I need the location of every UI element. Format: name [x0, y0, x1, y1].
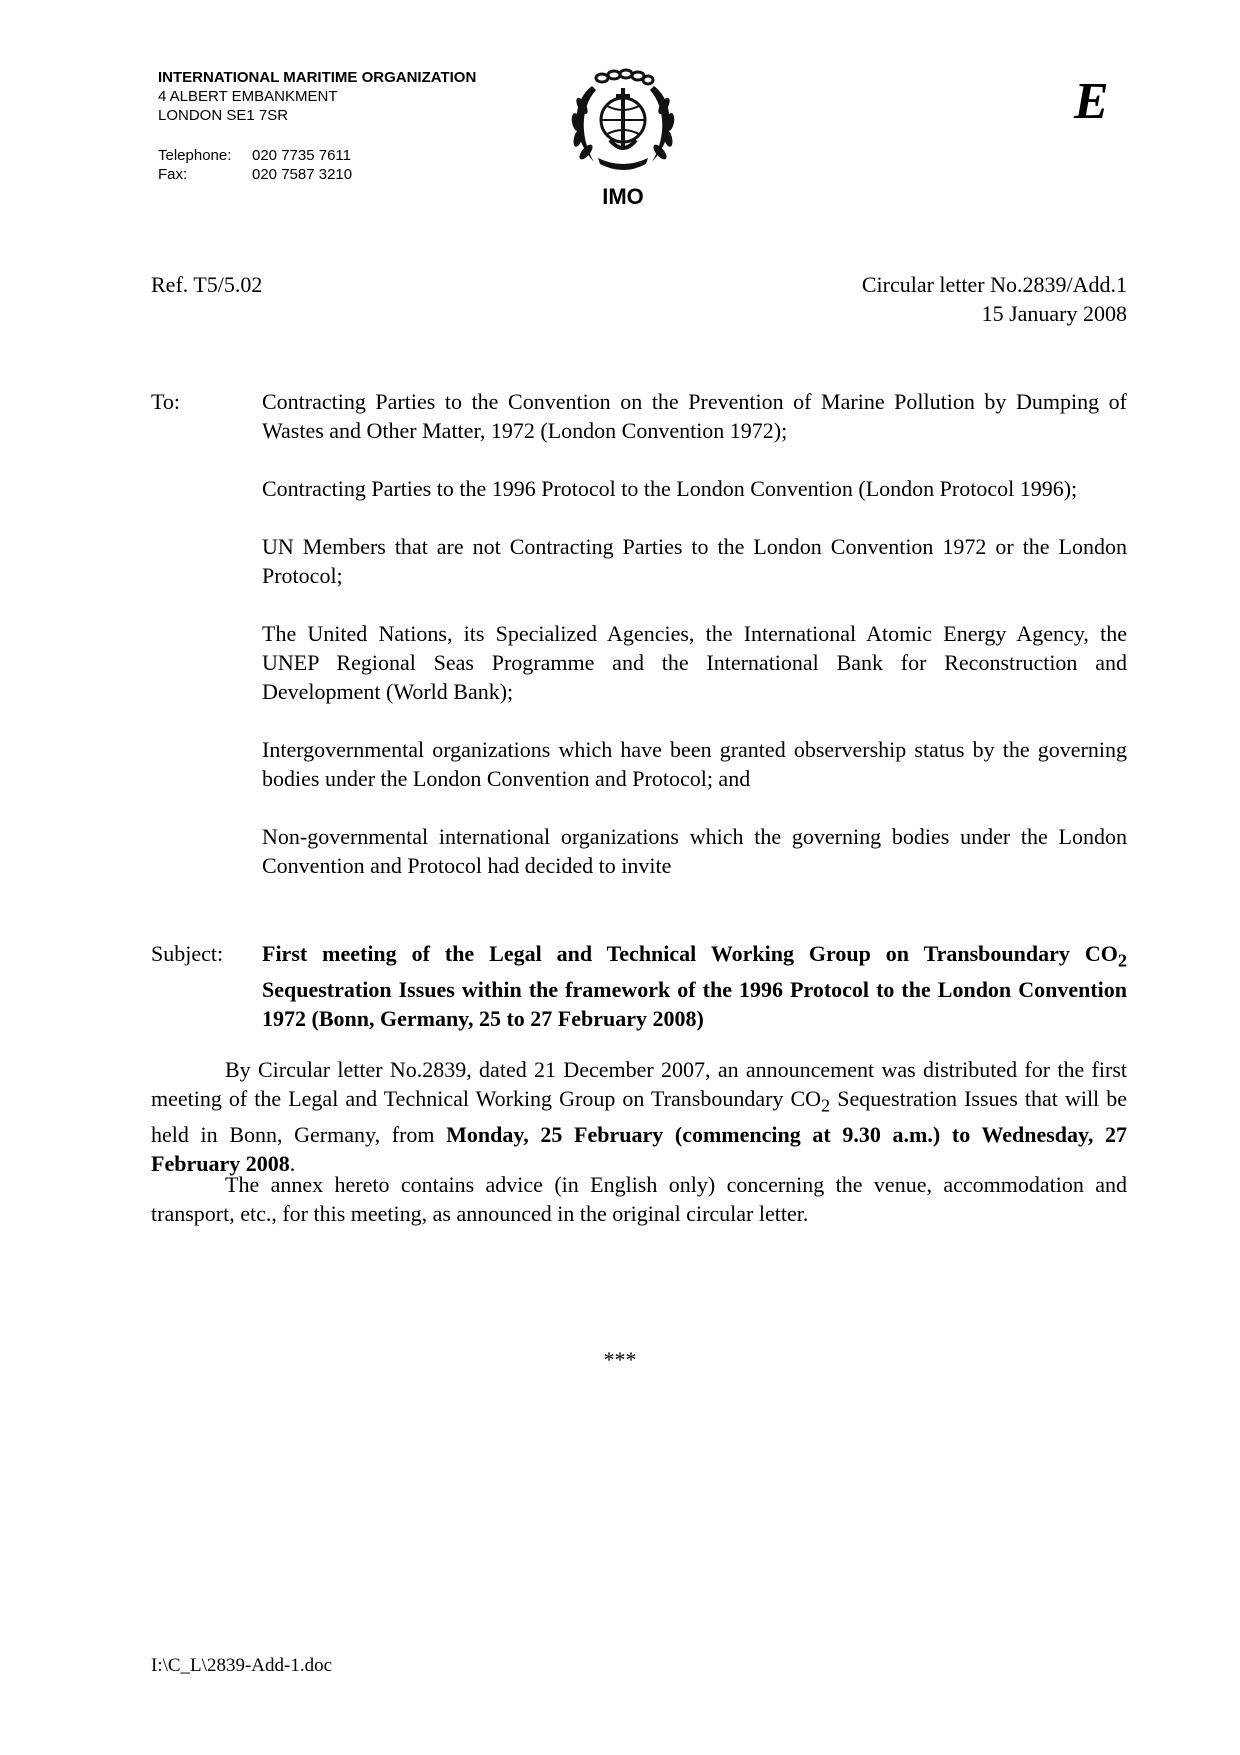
circular-number: Circular letter No.2839/Add.1 — [861, 272, 1127, 297]
subject-text-part: Sequestration Issues within the framework of the 1996 Protocol to the London Convention 1972 (Bonn, Germany, 25 to 27 February 2008) — [262, 977, 1127, 1032]
imo-emblem-icon — [562, 66, 684, 178]
addressees-list — [262, 387, 1127, 909]
addressee-item: Non-governmental international organizations which the governing bodies under the London Convention and Protocol had decided to invite — [262, 824, 1127, 878]
addressee-item: UN Members that are not Contracting Parties to the London Convention 1972 or the London Protocol; — [262, 534, 1127, 588]
address-line-2: LONDON SE1 7SR — [158, 107, 289, 124]
file-path-footer: I:\C_L\2839-Add-1.doc — [151, 1655, 333, 1676]
subscript: 2 — [821, 1095, 831, 1116]
addressees-label: To: — [151, 389, 181, 414]
body-paragraph-1 — [151, 1055, 1127, 1178]
fax-label: Fax: — [158, 166, 188, 183]
paragraph-text: By Circular letter No.2839, dated 21 December 2007, an announcement was distributed for the first meeting of the Legal and Technical Working Group on Transboundary CO — [151, 1057, 1127, 1111]
subscript: 2 — [1117, 950, 1127, 971]
contact-details — [158, 146, 352, 184]
organization-address — [158, 68, 476, 125]
meeting-dates: Monday, 25 February (commencing at 9.30 a.m.) to Wednesday, 27 February 2008 — [151, 1122, 1127, 1177]
addressee-item: Contracting Parties to the 1996 Protocol to the London Convention (London Protocol 1996); — [262, 476, 1078, 501]
circular-date: 15 January 2008 — [981, 301, 1127, 326]
subject-label: Subject: — [151, 941, 224, 966]
paragraph-text: Sequestration Issues that will be held in Bonn, Germany, from — [151, 1086, 1127, 1148]
language-mark: E — [1074, 73, 1109, 130]
telephone-label: Telephone: — [158, 147, 232, 164]
subject-text-part: First meeting of the Legal and Technical Working Group on Transboundary CO — [262, 941, 1118, 966]
body-paragraph-2: The annex hereto contains advice (in English only) concerning the venue, accommodation and transport, etc., for this meeting, as announced in the original circular letter. — [151, 1172, 1127, 1226]
addressee-item: The United Nations, its Specialized Agencies, the International Atomic Energy Agency, the UNEP Regional Seas Programme and the International Bank for Reconstruction and Development (World Bank); — [262, 621, 1127, 704]
paragraph-text: . — [289, 1151, 296, 1177]
fax-number: 020 7587 3210 — [252, 166, 353, 183]
separator: *** — [603, 1347, 637, 1372]
telephone-number: 020 7735 7611 — [252, 147, 351, 164]
addressee-item: Intergovernmental organizations which have been granted observership status by the governing bodies under the London Convention and Protocol; and — [262, 737, 1127, 791]
organization-name: INTERNATIONAL MARITIME ORGANIZATION — [158, 69, 477, 86]
imo-logo-text: IMO — [602, 184, 644, 209]
circular-header — [862, 270, 1127, 328]
subject-text — [262, 939, 1127, 1033]
reference-number: Ref. T5/5.02 — [151, 272, 263, 297]
addressee-item: Contracting Parties to the Convention on the Prevention of Marine Pollution by Dumping of Wastes and Other Matter, 1972 (London Convention 1972); — [262, 389, 1127, 443]
address-line-1: 4 ALBERT EMBANKMENT — [158, 88, 338, 105]
